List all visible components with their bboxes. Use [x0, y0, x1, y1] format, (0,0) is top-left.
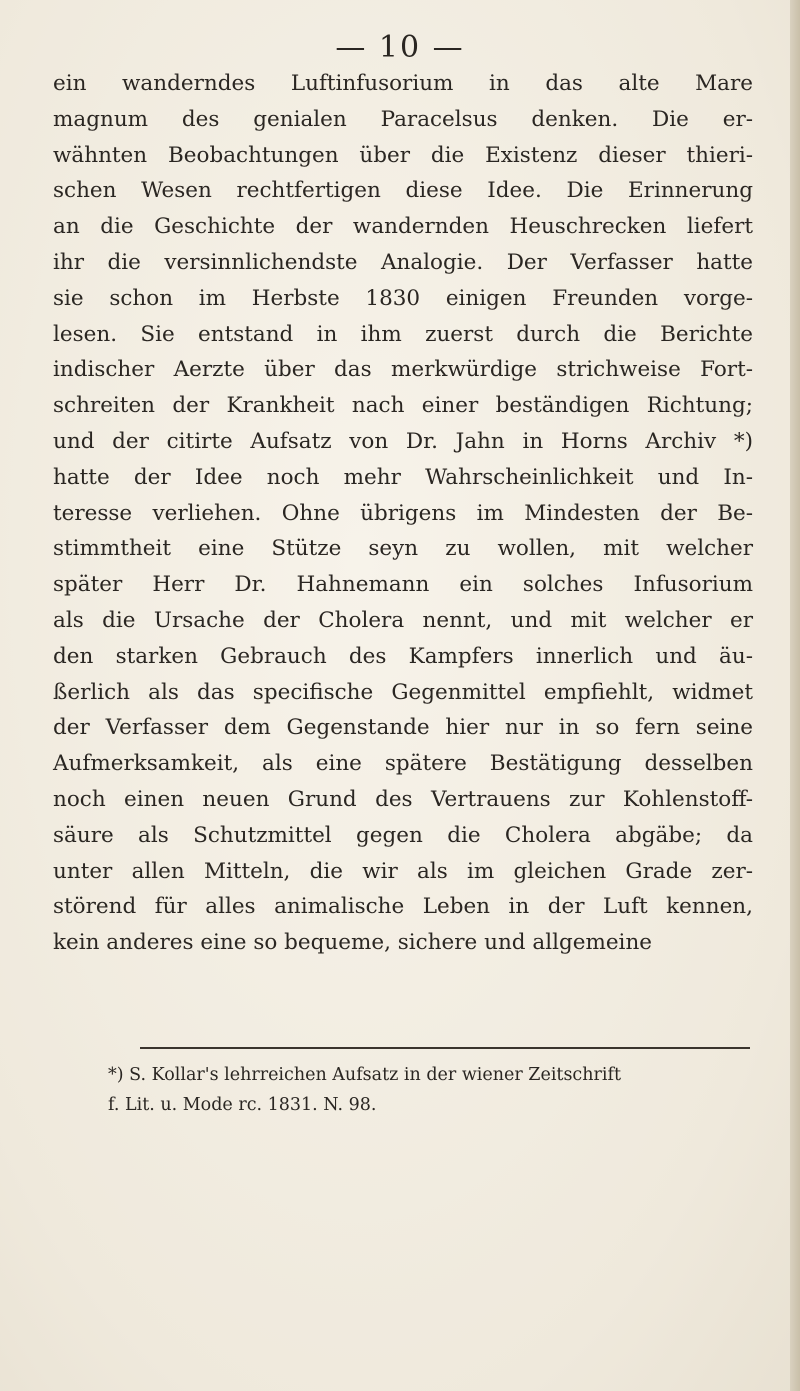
text-line: magnum des genialen Paracelsus denken. Die er-: [53, 106, 753, 132]
text-line: ßerlich als das specifische Gegenmittel empfiehlt, widmet: [53, 679, 753, 705]
text-line: als die Ursache der Cholera nennt, und mit welcher er: [53, 607, 753, 633]
page-number: — 10 —: [335, 30, 465, 65]
body-text: [53, 66, 753, 961]
footnote-line: f. Lit. u. Mode rc. 1831. N. 98.: [108, 1095, 377, 1115]
text-line: noch einen neuen Grund des Vertrauens zur Kohlenstoff-: [53, 786, 753, 812]
text-line: teresse verliehen. Ohne übrigens im Mindesten der Be-: [53, 500, 753, 526]
text-line: der Verfasser dem Gegenstande hier nur in so fern seine: [53, 715, 753, 741]
text-line: den starken Gebrauch des Kampfers innerlich und äu-: [53, 643, 753, 669]
text-line: schreiten der Krankheit nach einer beständigen Richtung;: [53, 393, 753, 419]
text-line: indischer Aerzte über das merkwürdige strichweise Fort-: [53, 357, 753, 383]
text-line: später Herr Dr. Hahnemann ein solches Infusorium: [53, 572, 753, 598]
text-line: wähnten Beobachtungen über die Existenz dieser thieri-: [53, 142, 753, 168]
footnote-rule: [140, 1047, 750, 1049]
footnote-line: *) S. Kollar's lehrreichen Aufsatz in der wiener Zeitschrift: [108, 1065, 621, 1085]
text-line: sie schon im Herbste 1830 einigen Freunden vorge-: [53, 285, 753, 311]
text-line: an die Geschichte der wandernden Heuschrecken liefert: [53, 214, 753, 240]
text-line: Aufmerksamkeit, als eine spätere Bestätigung desselben: [53, 751, 753, 777]
text-line: schen Wesen rechtfertigen diese Idee. Die Erinnerung: [53, 178, 753, 204]
text-line: ein wanderndes Luftinfusorium in das alte Mare: [53, 71, 753, 96]
text-line: störend für alles animalische Leben in der Luft kennen,: [53, 894, 753, 920]
page-edge: [790, 0, 800, 1391]
text-line: säure als Schutzmittel gegen die Cholera abgäbe; da: [53, 822, 753, 848]
text-line: ihr die versinnlichendste Analogie. Der Verfasser hatte: [53, 249, 753, 275]
text-line: lesen. Sie entstand in ihm zuerst durch die Berichte: [53, 321, 753, 347]
text-line: hatte der Idee noch mehr Wahrscheinlichkeit und In-: [53, 464, 753, 490]
text-line: unter allen Mitteln, die wir als im gleichen Grade zer-: [53, 858, 753, 884]
text-line: und der citirte Aufsatz von Dr. Jahn in Horns Archiv *): [53, 428, 753, 454]
text-line: kein anderes eine so bequeme, sichere und allgemeine: [53, 930, 653, 956]
text-line: stimmtheit eine Stütze seyn zu wollen, mit welcher: [53, 536, 753, 562]
footnote: [108, 1060, 748, 1120]
